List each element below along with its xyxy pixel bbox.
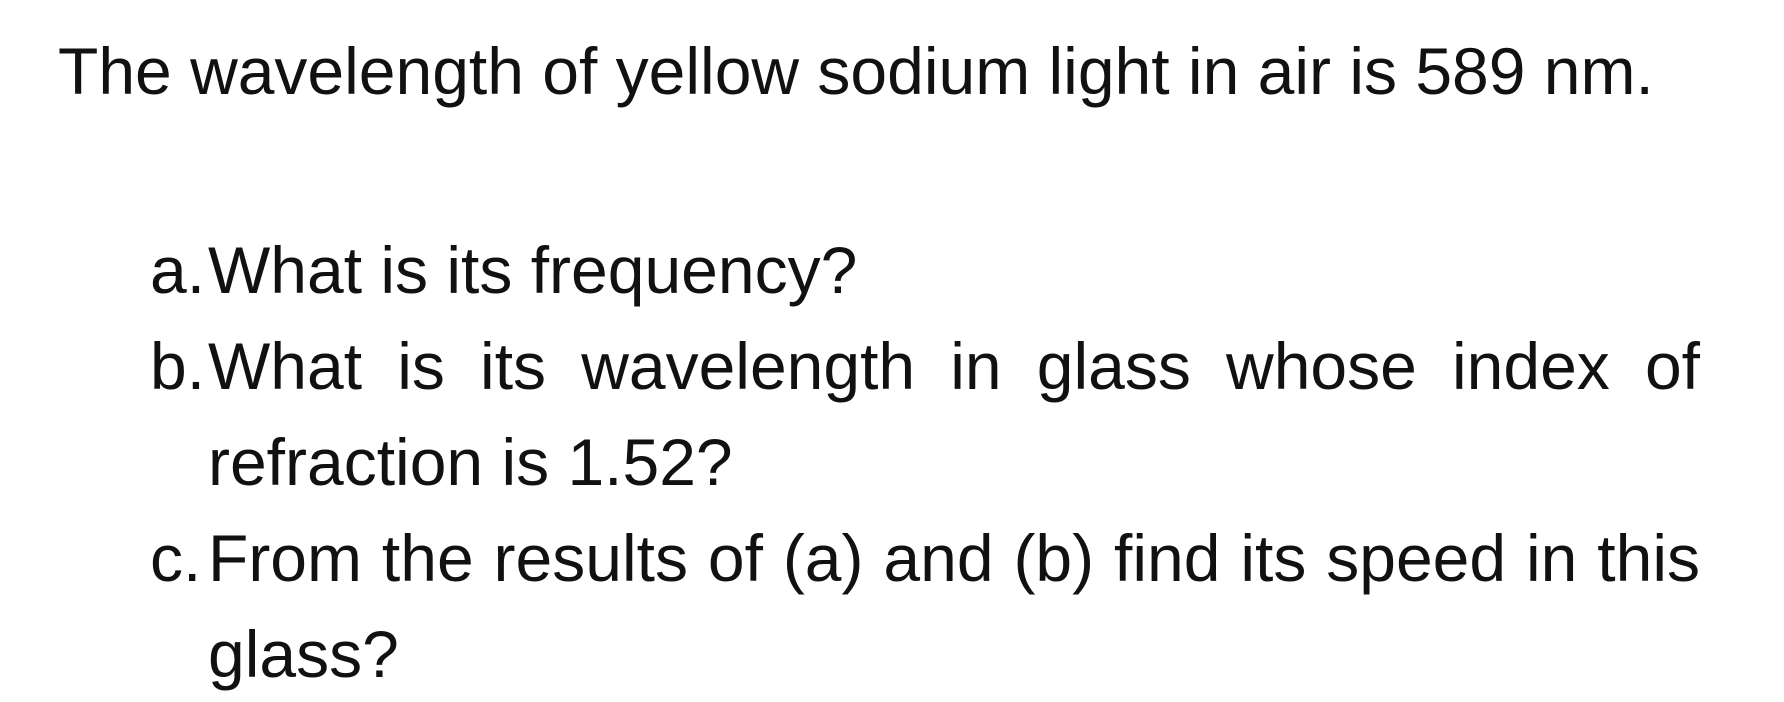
question-a-marker: a. — [150, 233, 206, 307]
question-b — [150, 318, 1700, 510]
question-c — [150, 510, 1700, 702]
question-c-marker: c. — [150, 521, 202, 595]
question-a — [150, 222, 1700, 318]
question-c-text: From the results of (a) and (b) find its speed in this glass? — [208, 521, 1700, 691]
question-a-text: What is its frequency? — [208, 233, 858, 307]
question-b-marker: b. — [150, 329, 206, 403]
question-list — [150, 222, 1700, 702]
problem-statement: The wavelength of yellow sodium light in air is 589 nm. — [58, 34, 1654, 108]
question-b-text: What is its wavelength in glass whose index of refraction is 1.52? — [208, 329, 1700, 499]
